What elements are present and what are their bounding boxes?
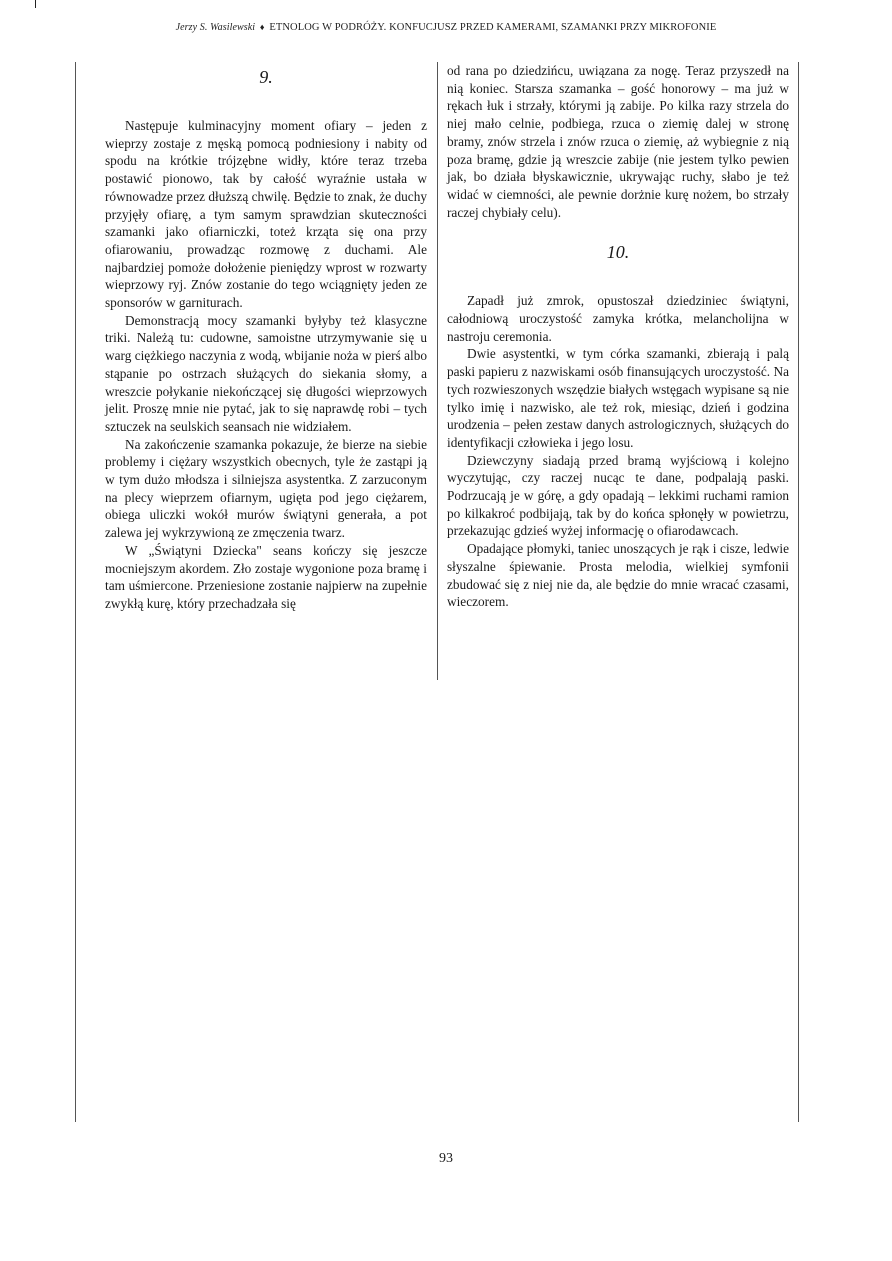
paragraph: W „Świątyni Dziecka" seans kończy się jeszcze mocniejszym akordem. Zło zostaje wygonione poza bramę i tam uśmiercone. Przeniesione zostanie najpierw na zupełnie zwykłą kurę, który przechadzała się [105, 542, 427, 611]
paragraph: Dziewczyny siadają przed bramą wyjściową i kolejno wyczytując, czy raczej nucąc te dane, podpalają paski. Podrzucają je w górę, a gdy opadają – lekkimi ruchami ramion po kilkakroć podbijają, tak by do końca spłonęły w powietrzu, przekazując gdzieś wyżej informację o ofiarodawcach. [447, 452, 789, 539]
paragraph: Na zakończenie szamanka pokazuje, że bierze na siebie problemy i ciężary wszystkich obecnych, tyle że zastąpi ją w tym dużo młodsza i silniejsza asystentka. Z zarzuconym na plecy wieprzem ofiarnym, ugięta pod jego ciężarem, obiega uliczki wokół murów świątyni generała, a pot zalewa jej wykrzywioną ze zmęczenia twarz. [105, 436, 427, 541]
right-column-rule [798, 62, 799, 1122]
right-column [447, 62, 789, 611]
paragraph: Dwie asystentki, w tym córka szamanki, zbierają i palą paski papieru z nazwiskami osób finansujących uroczystość. Na tych rozwieszonych wszędzie białych wstęgach wypisane są nie tylko imię i nazwisko, ale też rok, miesiąc, dzień i godzina urodzenia – pełen zestaw danych astrologicznych, służących do identyfikacji człowieka i jego losu. [447, 346, 789, 450]
left-column [105, 62, 427, 613]
paragraph: Zapadł już zmrok, opustoszał dziedziniec świątyni, całodniową uroczystość zamyka krótka, melancholijna w nastroju ceremonia. [447, 293, 789, 344]
paragraph: Opadające płomyki, taniec unoszących je rąk i cisze, ledwie słyszalne śpiewanie. Prosta melodia, wielkiej symfonii zbudować się z niej nie da, ale będzie do mnie wracać czasami, wieczorem. [447, 541, 789, 610]
paragraph: Demonstracją mocy szamanki byłyby też klasyczne triki. Należą tu: cudowne, samoistne utrzymywanie się u warg ciężkiego naczynia z wodą, wbijanie noża w pierś albo stąpanie po ostrzach służących do siekania słomy, a wreszcie połykanie niekończącej się długości wieprzowych jelit. Proszę mnie nie pytać, jak to się naprawdę robi – tych sztuczek na seulskich seansach nie widziałem. [105, 312, 427, 434]
left-column-rule [75, 62, 76, 1122]
section-number-10: 10. [606, 242, 630, 263]
page-number: 93 [439, 1151, 453, 1166]
paragraph-continuation: od rana po dziedzińcu, uwiązana za nogę. Teraz przyszedł na nią koniec. Starsza szamanka – gość honorowy – ma już w rękach łuk i strzały, którymi ją zabije. Po kilka razy strzela do niej mało celnie, podbiega, rzuca o ziemię dalej w stronę bramy, znów strzela i znów rzuca o ziemię, aż wybiegnie z nią poza bramę, gdzie ją wreszcie zabije (nie jestem tylko pewien jak, bo działa błyskawicznie, ukrywając ruchy, słabo je też widać w ciemności, ale pewnie dorżnie kurę nożem, bo strzały raczej chybiały celu). [447, 63, 789, 220]
middle-column-rule [437, 62, 438, 680]
paragraph: Następuje kulminacyjny moment ofiary – jeden z wieprzy zostaje z męską pomocą podniesiony i nabity od spodu na krótkie trójzębne widły, które teraz trzeba postawić pionowo, tak by całość wyraźnie ustała w równowadze przez dłuższą chwilę. Będzie to znak, że duchy przyjęły ofiarę, a tym samym sprawdzian skuteczności szamanki jako ofiarniczki, toteż krząta się ona przy ofiarowaniu, prowadząc rozmowę z duchami. Ale najbardziej pomoże dołożenie pieniędzy wprost w rozwarty wieprzowy ryj. Znów zostanie do tego wciągnięty jeden ze sponsorów w garniturach. [105, 118, 427, 311]
running-header [0, 22, 892, 33]
header-title: ETNOLOG W PODRÓŻY. KONFUCJUSZ PRZED KAMERAMI, SZAMANKI PRZY MIKROFONIE [269, 22, 717, 33]
section-number-9: 9. [259, 67, 273, 87]
crop-mark [35, 0, 36, 8]
header-separator: ♦ [259, 22, 265, 32]
header-author: Jerzy S. Wasilewski [175, 22, 256, 33]
